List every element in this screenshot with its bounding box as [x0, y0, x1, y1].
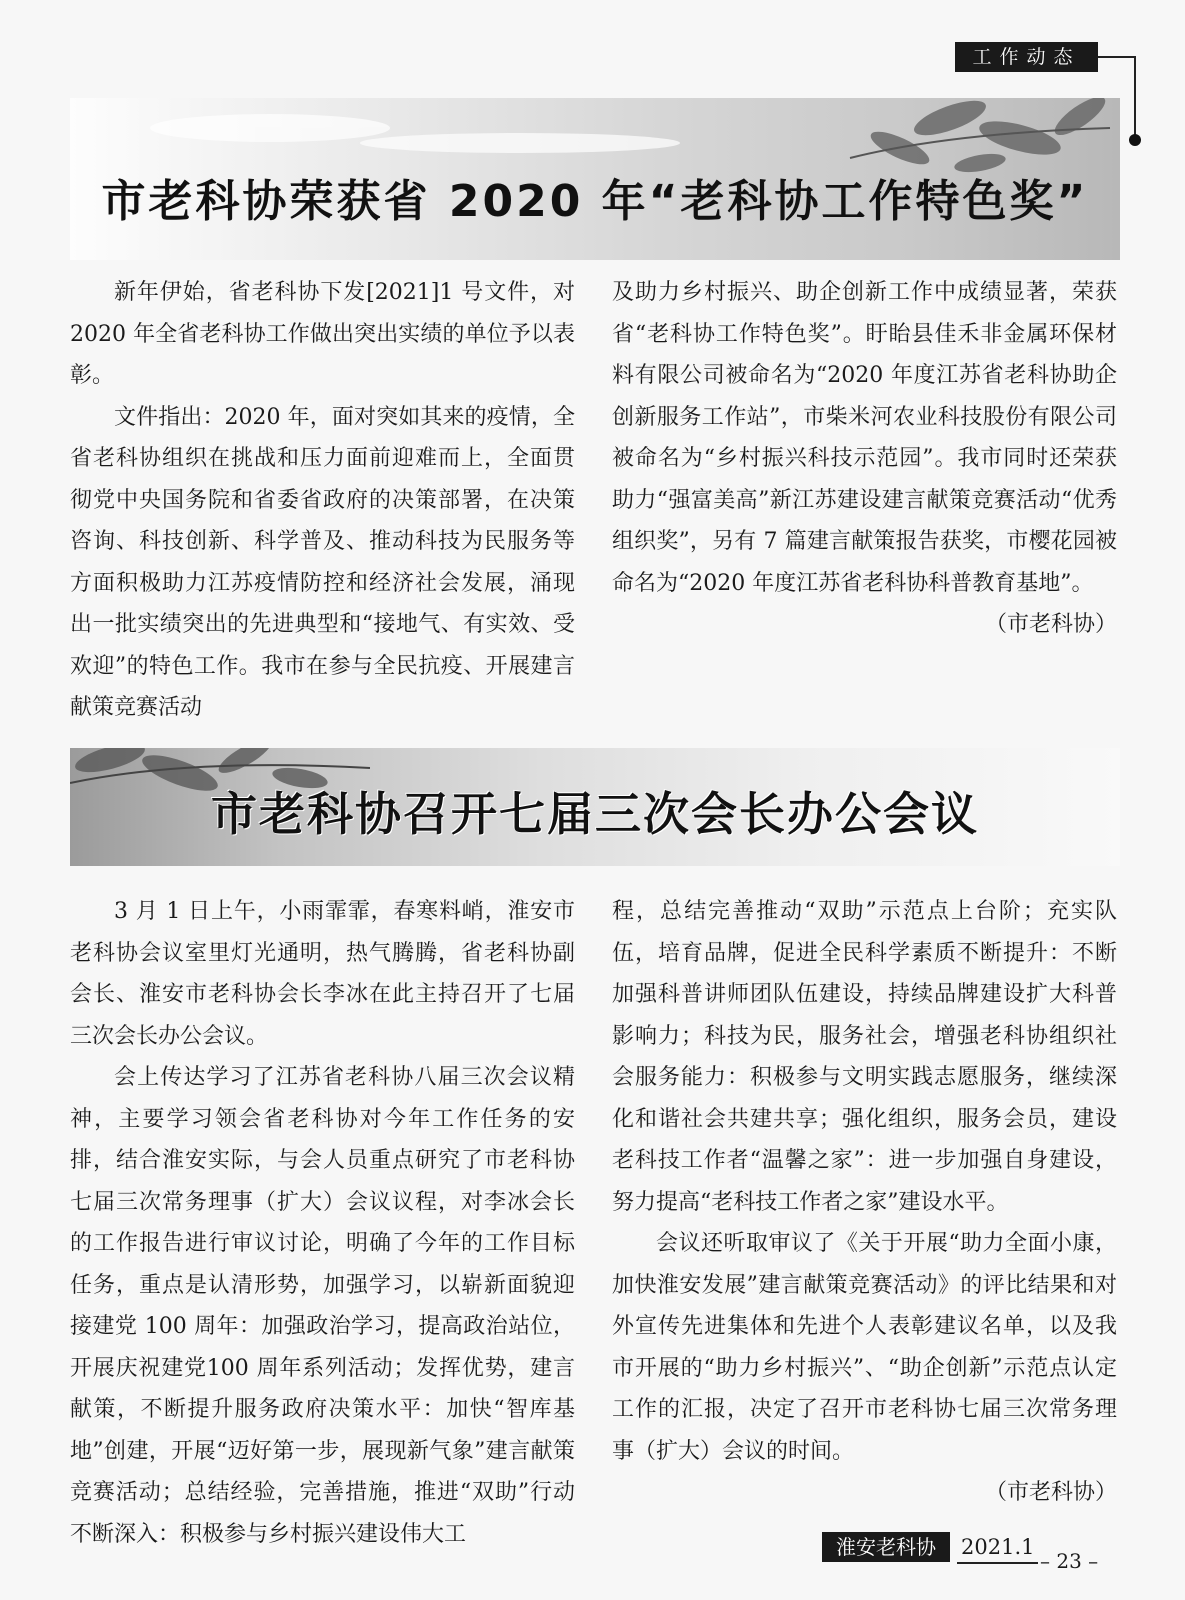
article1-paragraph: 文件指出：2020 年，面对突如其来的疫情，全省老科协组织在挑战和压力面前迎难而上，全面贯彻党中央国务院和省委省政府的决策部署，在决策咨询、科技创新、科学普及、推动科技为民服务等方面积极助力江苏疫情防控和经济社会发展，涌现出一批实绩突出的先进典型和“接地气、有实效、受欢迎”的特色工作。我市在参与全民抗疫、开展建言献策竞赛活动 — [70, 404, 575, 720]
page-number: – 23 – — [1040, 1549, 1099, 1573]
footer-publication: 淮安老科协 — [822, 1532, 950, 1562]
tag-connector-vertical — [1134, 56, 1136, 140]
article2-paragraph: 3 月 1 日上午，小雨霏霏，春寒料峭，淮安市老科协会议室里灯光通明，热气腾腾，省老科协副会长、淮安市老科协会长李冰在此主持召开了七届三次会长办公会议。 — [70, 899, 575, 1049]
tag-connector-dot — [1129, 134, 1141, 146]
article2-paragraph: 程，总结完善推动“双助”示范点上台阶；充实队伍，培育品牌，促进全民科学素质不断提升：不断加强科普讲师团队伍建设，持续品牌建设扩大科普影响力；科技为民，服务社会，增强老科协组织社会服务能力：积极参与文明实践志愿服务，继续深化和谐社会共建共享；强化组织，服务会员，建设老科技工作者“温馨之家”：进一步加强自身建设，努力提高“老科技工作者之家”建设水平。 — [612, 899, 1117, 1215]
article1-credit: （市老科协） — [984, 612, 1117, 637]
article1-title: 市老科协荣获省 2020 年“老科协工作特色奖” — [101, 176, 1089, 227]
article1-paragraph: 及助力乡村振兴、助企创新工作中成绩显著，荣获省“老科协工作特色奖”。盱眙县佳禾非金属环保材料有限公司被命名为“2020 年度江苏省老科协助企创新服务工作站”，市柴米河农业科技股份有限公司被命名为“乡村振兴科技示范园”。我市同时还荣获助力“强富美高”新江苏建设建言献策竞赛活动“优秀组织奖”，另有 7 篇建言献策报告获奖，市樱花园被命名为“2020 年度江苏省老科协科普教育基地”。 — [612, 280, 1117, 596]
section-tag: 工作动态 — [955, 42, 1098, 72]
article1-right-column — [612, 272, 1117, 646]
article2-paragraph: 会议还听取审议了《关于开展“助力全面小康，加快淮安发展”建言献策竞赛活动》的评比结果和对外宣传先进集体和先进个人表彰建议名单，以及我市开展的“助力乡村振兴”、“助企创新”示范点认定工作的汇报，决定了召开市老科协七届三次常务理事（扩大）会议的时间。 — [612, 1231, 1117, 1464]
article2-right-column — [612, 891, 1117, 1514]
article2-title: 市老科协召开七届三次会长办公会议 — [211, 787, 979, 841]
article2-credit: （市老科协） — [984, 1480, 1117, 1505]
footer-issue: 2021.1 — [957, 1532, 1038, 1564]
article2-paragraph: 会上传达学习了江苏省老科协八届三次会议精神，主要学习领会省老科协对今年工作任务的安排，结合淮安实际，与会人员重点研究了市老科协七届三次常务理事（扩大）会议议程，对李冰会长的工作报告进行审议讨论，明确了今年的工作目标任务，重点是认清形势，加强学习，以崭新面貌迎接建党 100 周年：加强政治学习，提高政治站位，开展庆祝建党100 周年系列活动；发挥优势，建言献策，不断提升服务政府决策水平：加快“智库基地”创建，开展“迈好第一步，展现新气象”建言献策竞赛活动；总结经验，完善措施，推进“双助”行动不断深入：积极参与乡村振兴建设伟大工 — [70, 1065, 575, 1547]
article1-paragraph: 新年伊始，省老科协下发[2021]1 号文件，对2020 年全省老科协工作做出突出实绩的单位予以表彰。 — [70, 280, 575, 388]
tag-connector-horizontal — [1098, 56, 1136, 58]
article1-left-column — [70, 272, 575, 729]
article2-left-column — [70, 891, 575, 1555]
